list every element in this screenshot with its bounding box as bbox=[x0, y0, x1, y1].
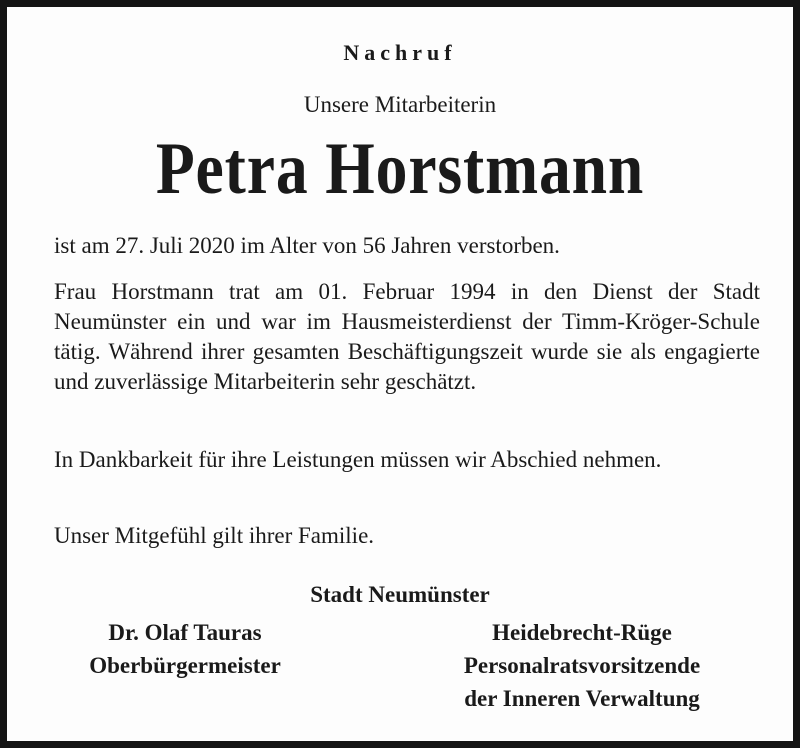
paragraph-death-date: ist am 27. Juli 2020 im Alter von 56 Jahren verstorben. bbox=[54, 233, 560, 258]
paragraph-condolence: Unser Mitgefühl gilt ihrer Familie. bbox=[54, 523, 375, 548]
signer-mayor bbox=[45, 616, 325, 682]
organization-name: Stadt Neumünster bbox=[310, 582, 490, 607]
signer-title: Personalratsvorsitzende bbox=[463, 653, 701, 678]
signer-title: Oberbürgermeister bbox=[89, 653, 281, 678]
notice-heading: Nachruf bbox=[343, 40, 457, 65]
notice-subheading: Unsere Mitarbeiterin bbox=[303, 92, 497, 117]
paragraph-career: Frau Horstmann trat am 01. Februar 1994 in den Dienst der Stadt Neumünster ein und war im Hausmeisterdienst der Timm-Kröger-Schule tätig. Während ihrer gesamten Beschäftigungszeit wurde sie als engagierte und zuverlässige Mitarbeiterin sehr geschätzt. bbox=[54, 279, 760, 394]
signer-name: Dr. Olaf Tauras bbox=[108, 620, 262, 645]
deceased-name: Petra Horstmann bbox=[155, 128, 645, 210]
signer-title-line-2: der Inneren Verwaltung bbox=[464, 686, 700, 711]
signer-name: Heidebrecht-Rüge bbox=[492, 620, 672, 645]
paragraph-gratitude: In Dankbarkeit für ihre Leistungen müssen wir Abschied nehmen. bbox=[54, 447, 662, 472]
signer-staff-council bbox=[417, 616, 747, 715]
